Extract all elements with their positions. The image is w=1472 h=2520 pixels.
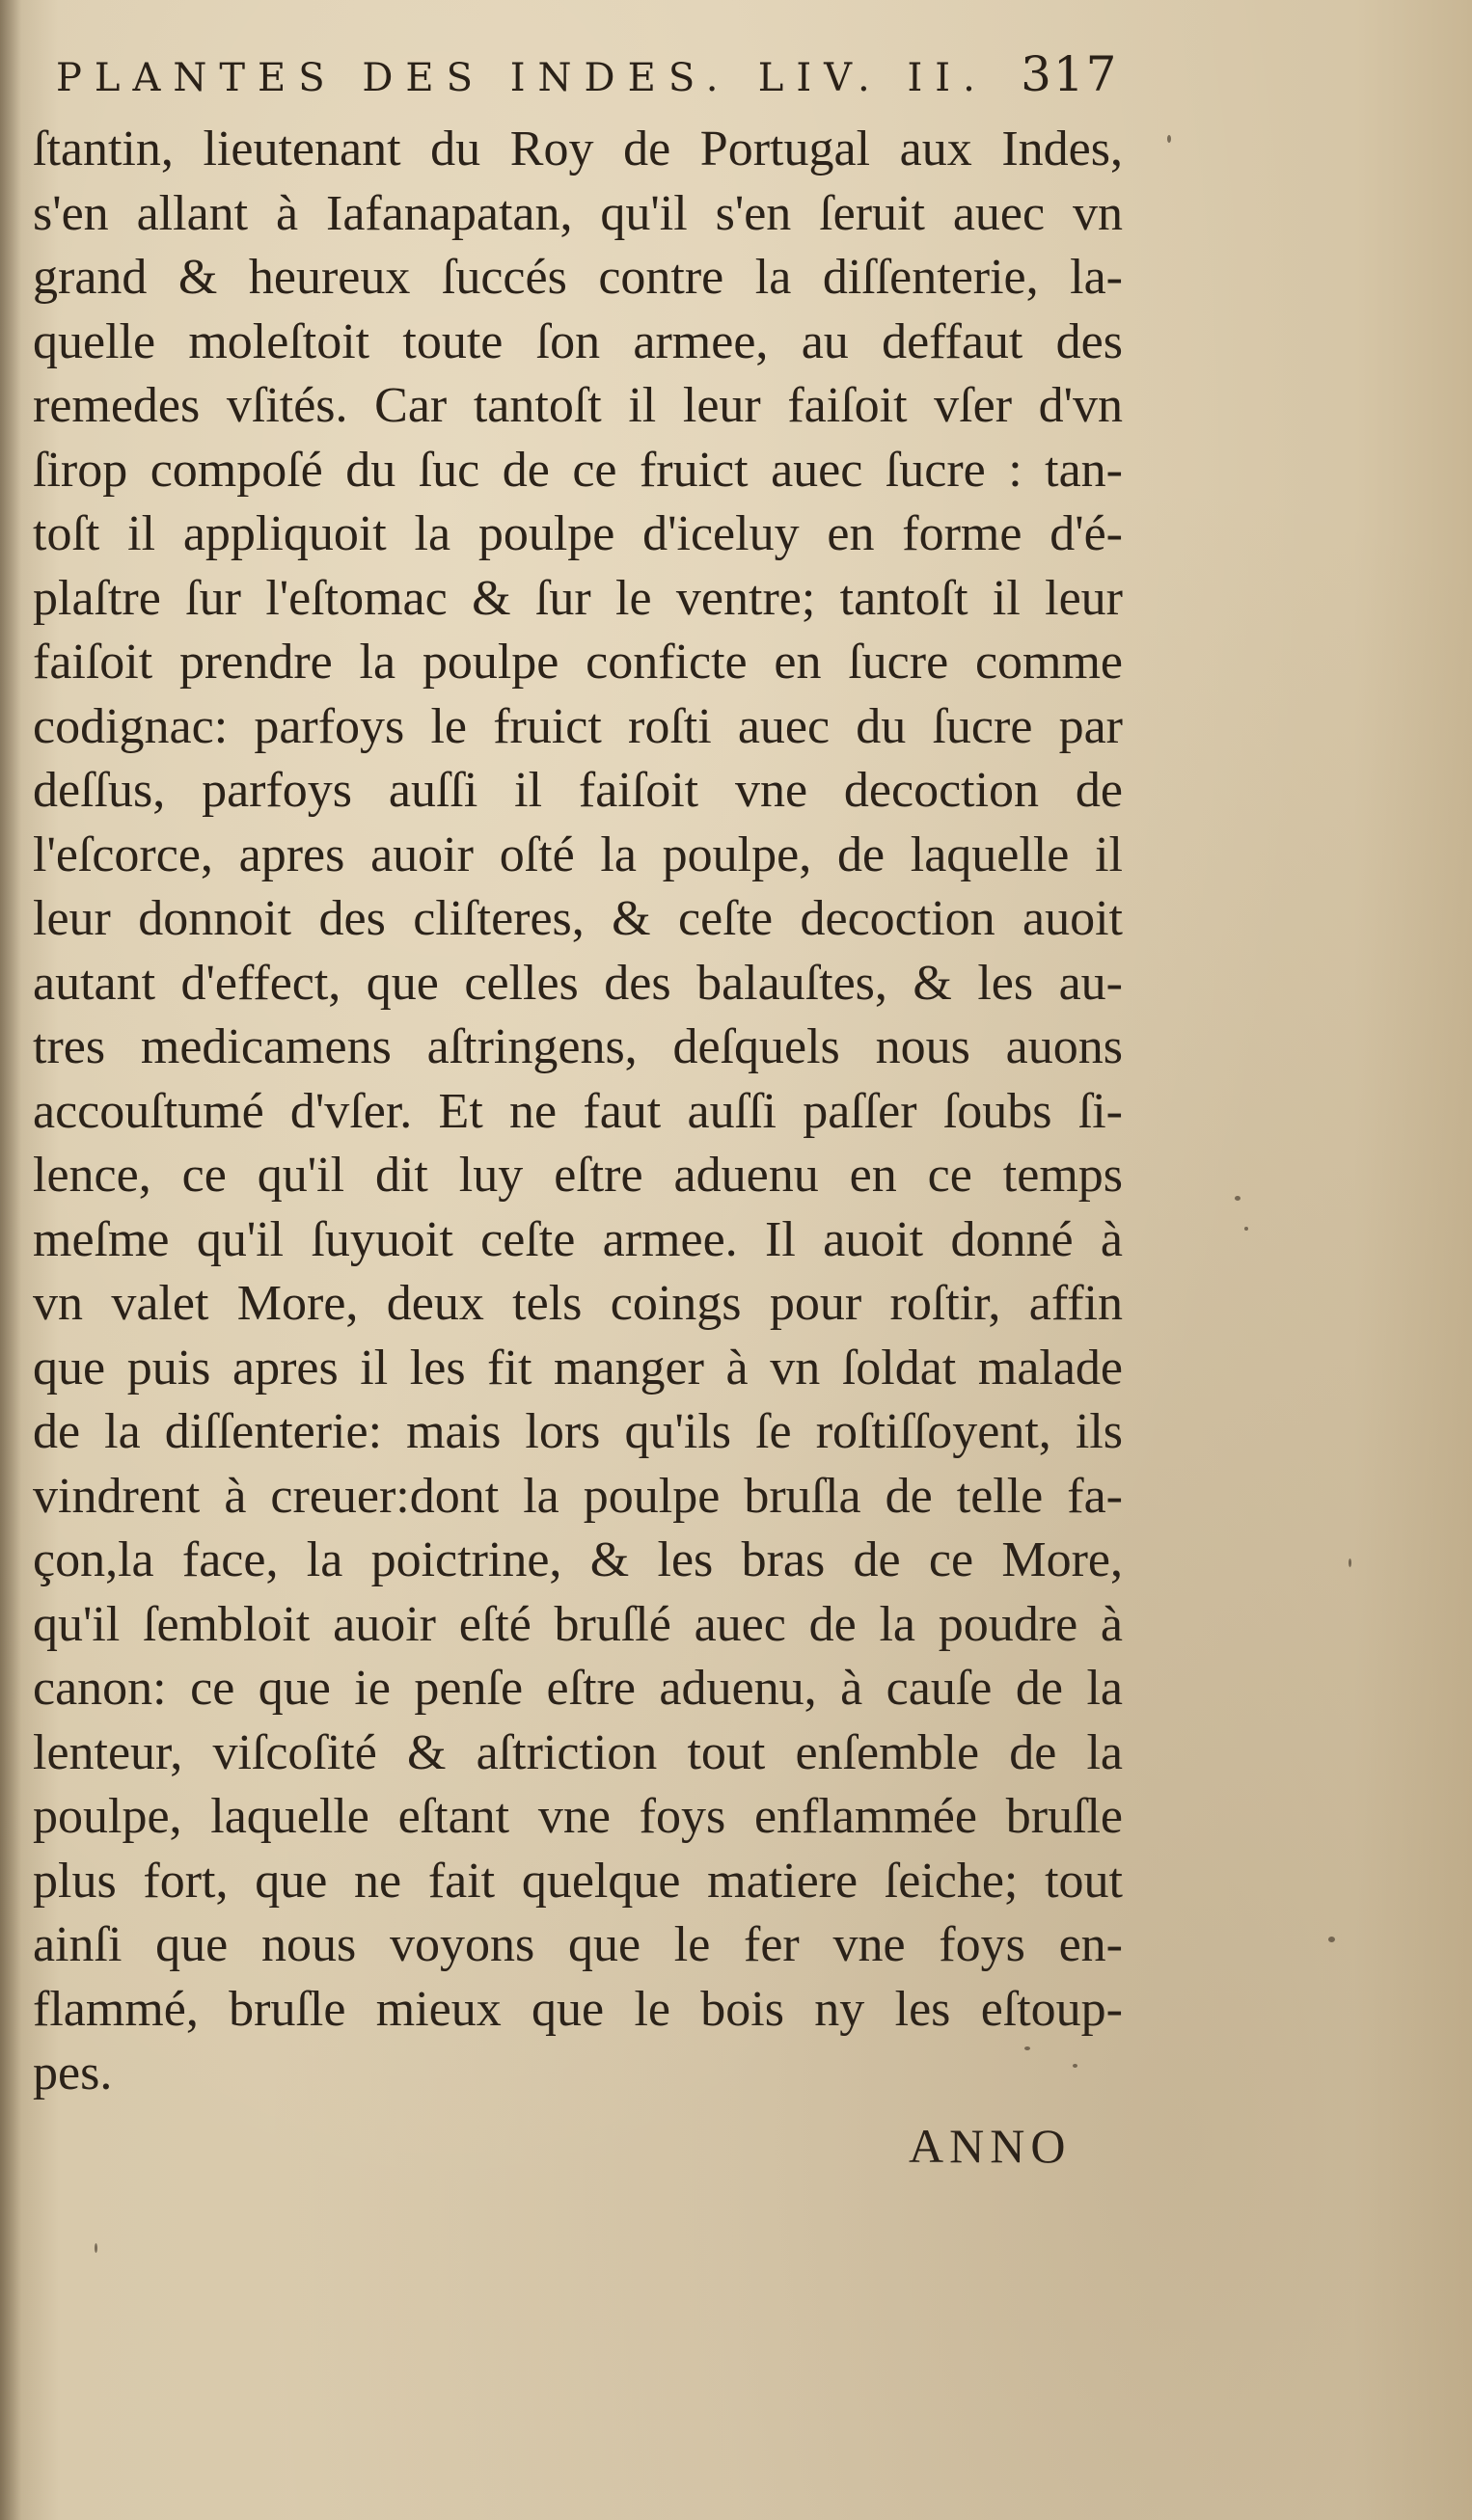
running-title: PLANTES DES INDES. [56, 56, 731, 100]
page-number: 317 [1021, 46, 1119, 102]
paper-speck [1073, 2064, 1077, 2068]
paper-speck [1235, 1196, 1240, 1201]
text-line: l'eſcorce, apres auoir oſté la poulpe, de laquelle il [33, 826, 1123, 882]
text-line: quelle moleſtoit toute ſon armee, au deffaut des [33, 313, 1123, 369]
text-line: vn valet More, deux tels coings pour roſtir, affin [33, 1276, 1123, 1331]
paper-speck [1024, 2046, 1030, 2050]
book-label: LIV. II. [757, 56, 988, 100]
text-line: plus fort, que ne fait quelque matiere ſeiche; tout [33, 1853, 1123, 1909]
paper-speck [1349, 1558, 1351, 1567]
catchword: ANNO [909, 2119, 1072, 2173]
text-line: grand & heureux ſuccés contre la diſſenterie, la- [33, 250, 1123, 305]
text-line: meſme qu'il ſuyuoit ceſte armee. Il auoit donné à [33, 1211, 1123, 1267]
text-line: remedes vſités. Car tantoſt il leur faiſoit vſer d'vn [33, 378, 1123, 433]
running-header [56, 46, 1136, 102]
text-line: çon,la face, la poictrine, & les bras de ce More, [33, 1532, 1123, 1587]
paper-speck [1244, 1227, 1248, 1231]
text-line: ſirop compoſé du ſuc de ce fruict auec ſucre : tan- [33, 442, 1123, 498]
text-line: plaſtre ſur l'eſtomac & ſur le ventre; tantoſt il leur [33, 570, 1123, 626]
text-line: codignac: parfoys le fruict roſti auec du ſucre par [33, 698, 1123, 754]
text-line: deſſus, parfoys auſſi il faiſoit vne decoction de [33, 763, 1123, 818]
text-line: pes. [33, 2046, 113, 2100]
text-line: flammé, bruſle mieux que le bois ny les eſtoup- [33, 1981, 1123, 2037]
text-line: lence, ce qu'il dit luy eſtre aduenu en ce temps [33, 1148, 1123, 1203]
text-line: de la diſſenterie: mais lors qu'ils ſe roſtiſſoyent, ils [33, 1404, 1123, 1459]
gutter-shadow [0, 0, 21, 2520]
text-line: accouſtumé d'vſer. Et ne faut auſſi paſſer ſoubs ſi- [33, 1083, 1123, 1139]
paper-speck [1328, 1937, 1335, 1942]
text-line: lenteur, viſcoſité & aſtriction tout enſemble de la [33, 1724, 1123, 1780]
body-text [33, 118, 1123, 2106]
text-line: qu'il ſembloit auoir eſté bruſlé auec de la poudre à [33, 1596, 1123, 1652]
text-line: vindrent à creuer:dont la poulpe bruſla de telle fa- [33, 1468, 1123, 1524]
text-line: tres medicamens aſtringens, deſquels nous auons [33, 1019, 1123, 1074]
paper-speck [1167, 135, 1171, 143]
text-line: ainſi que nous voyons que le fer vne foys en- [33, 1917, 1123, 1972]
text-line: canon: ce que ie penſe eſtre aduenu, à cauſe de la [33, 1661, 1123, 1716]
text-line: poulpe, laquelle eſtant vne foys enflammée bruſle [33, 1789, 1123, 1844]
text-line: que puis apres il les fit manger à vn ſoldat malade [33, 1340, 1123, 1395]
text-line: faiſoit prendre la poulpe conficte en ſucre comme [33, 635, 1123, 690]
text-line: toſt il appliquoit la poulpe d'iceluy en forme d'é- [33, 506, 1123, 561]
text-line: leur donnoit des cliſteres, & ceſte decoction auoit [33, 891, 1123, 946]
text-line: ſtantin, lieutenant du Roy de Portugal aux Indes, [33, 122, 1123, 176]
paper-speck [95, 2243, 97, 2253]
text-line: s'en allant à Iafanapatan, qu'il s'en ſeruit auec vn [33, 185, 1123, 241]
text-line: autant d'effect, que celles des balauſtes, & les au- [33, 955, 1123, 1011]
